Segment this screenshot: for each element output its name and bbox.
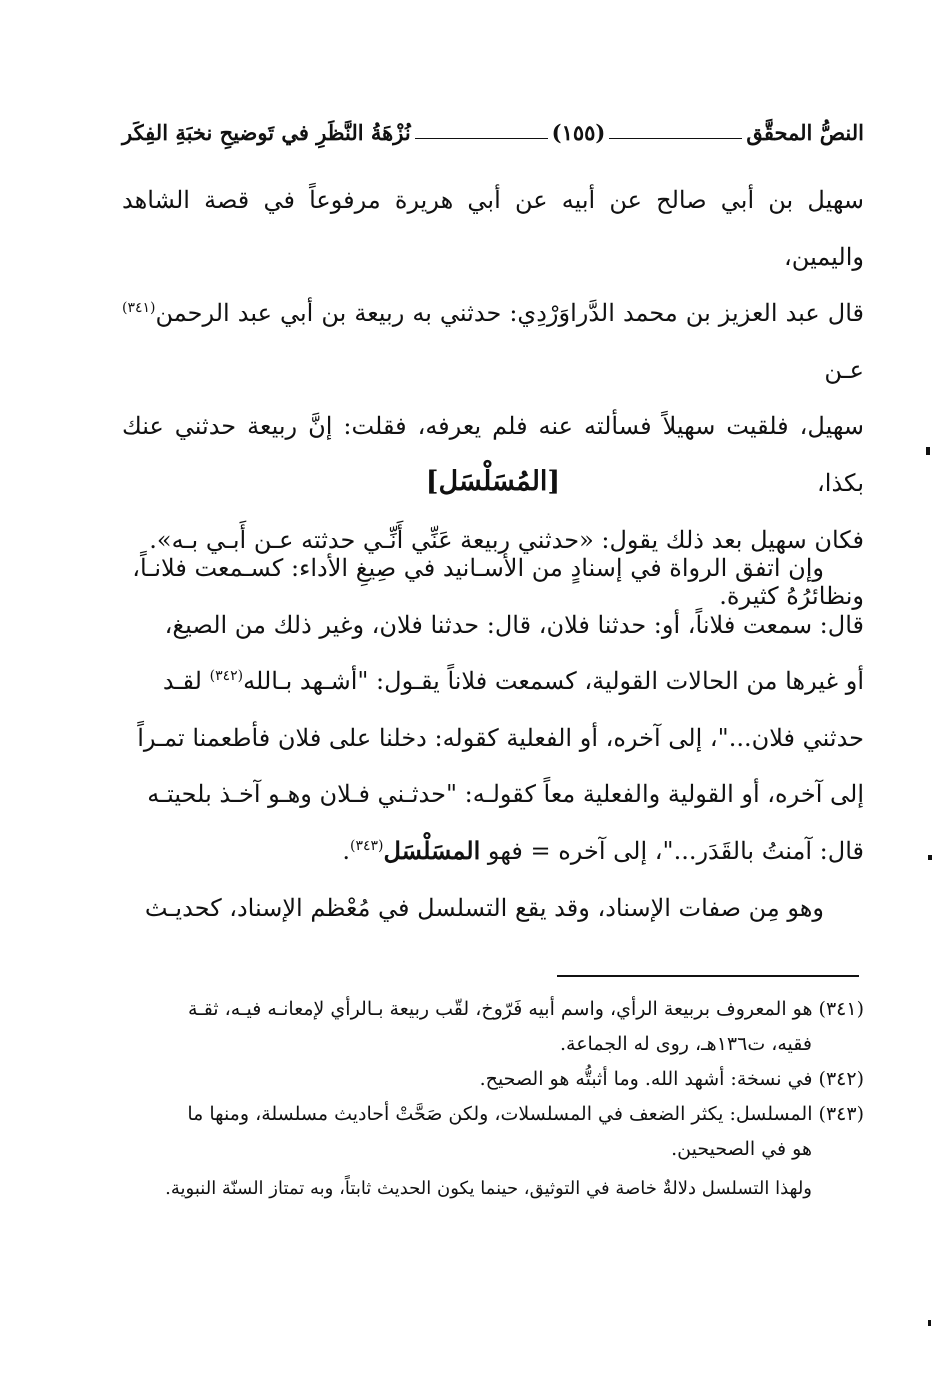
margin-mark-2 xyxy=(928,855,932,860)
paragraph-1-line-3: سهيل، فلقيت سهيلاً فسألته عنه فلم يعرفه، فقلت: إنَّ ربيعة حدثني عنك بكذا، xyxy=(122,412,864,497)
running-head-rule-right xyxy=(609,138,742,139)
footnote-341-continuation: فقيه، ت١٣٦هـ، روى له الجماعة. xyxy=(559,1033,812,1055)
footnote-342-number: (٣٤٢) xyxy=(818,1068,864,1090)
running-head-right-title: النصُّ المحقَّق xyxy=(746,119,864,145)
paragraph-3-line-1: وهو مِن صفات الإسناد، وقد يقع التسلسل في مُعْظم الإسناد، كحديـث xyxy=(144,893,824,922)
paragraph-2-line-4: حدثني فلان..."، إلى آخره، أو الفعلية كقوله: دخلنا على فلان فأطعمنا تمـراً xyxy=(137,723,864,752)
margin-mark-1 xyxy=(926,447,930,455)
paragraph-1-line-2-tail: عـن xyxy=(824,355,864,384)
footnote-343-text: المسلسل: يكثر الضعف في المسلسلات، ولكن صَحَّتْ أحاديث مسلسلة، ومنها ما xyxy=(187,1103,813,1125)
footnotes xyxy=(122,992,864,1206)
musalsal-term: المسَلْسَل xyxy=(383,835,481,865)
paragraph-1-line-1: سهيل بن أبي صالح عن أبيه عن أبي هريرة مرفوعاً في قصة الشاهد واليمين، xyxy=(122,186,864,271)
paragraph-2-line-6: قال: آمنتُ بالقَدَر..."، إلى آخره = فهو المسَلْسَل$^{(٣٤٣)}$. xyxy=(342,835,864,865)
paragraph-1-line-2 xyxy=(122,285,864,398)
footnote-341-text: هو المعروف بربيعة الرأي، واسم أبيه فَرّوخ، لقّب ربيعة بـالرأي لإمعانـه فيـه، ثقـة xyxy=(187,998,813,1020)
footnote-ref-343[interactable]: (٣٤٣) xyxy=(349,837,384,854)
running-head-left-title: نُزْهَةُ النَّظَرِ في تَوضيحِ نخبَةِ الفِكَر xyxy=(121,119,411,145)
paragraph-2-line-6-text: قال: آمنتُ بالقَدَر..."، إلى آخره = فهو xyxy=(487,836,864,865)
footnote-343-continuation: هو في الصحيحين. xyxy=(671,1138,812,1160)
paragraph-2-line-2: قال: سمعت فلاناً، أو: حدثنا فلان، قال: حدثنا فلان، وغير ذلك من الصيغ، xyxy=(164,610,864,639)
paragraph-1-line-4: فكان سهيل بعد ذلك يقول: «حدثني ربيعة عَنِّي أَنِّـي حدثته عـن أَبـي بـه». xyxy=(149,525,864,554)
margin-mark-3 xyxy=(928,1320,931,1326)
footnote-342-text: في نسخة: أشهد الله. وما أثبتُّه هو الصحيح. xyxy=(479,1068,813,1090)
footnote-341 xyxy=(122,992,864,1027)
footnote-ref-341[interactable]: (٣٤١) xyxy=(122,300,156,317)
footnote-341-number: (٣٤١) xyxy=(818,998,864,1020)
paragraph-2-line-3-tail: لقـد xyxy=(162,667,202,696)
paragraph-2-line-3 xyxy=(122,653,864,710)
paragraph-2-line-5: إلى آخره، أو القولية والفعلية معاً كقولـه: "حدثـني فـلان وهـو آخـذ بلحيتـه xyxy=(147,780,864,809)
footnote-extra-note: ولهذا التسلسل دلالةٌ خاصة في التوثيق، حينما يكون الحديث ثابتاً، وبه تمتاز السنّة النبوية. xyxy=(165,1178,812,1199)
running-head-rule-left xyxy=(415,138,548,139)
footnote-343-number: (٣٤٣) xyxy=(818,1103,864,1125)
paragraph-1-line-2-text: قال عبد العزيز بن محمد الدَّراوَرْدِي: حدثني به ربيعة بن أبي عبد الرحمن xyxy=(155,299,864,328)
paragraph-1-line-5: ونظائرُهُ كثيرة. xyxy=(719,582,864,611)
footnote-ref-342[interactable]: (٣٤٢) xyxy=(209,668,244,685)
paragraph-2-line-1: وإن اتفق الرواة في إسنادٍ من الأسـانيد في صِيغِ الأداء: كسـمعت فلانـاً، xyxy=(132,554,824,582)
footnote-separator xyxy=(557,975,859,977)
running-head xyxy=(122,112,864,152)
footnote-342 xyxy=(122,1062,864,1097)
page-number: (١٥٥) xyxy=(551,119,606,145)
paragraph-2 xyxy=(122,540,864,936)
footnote-343 xyxy=(122,1097,864,1132)
section-heading: [المُسَلْسَل] xyxy=(425,466,561,497)
paragraph-2-line-3-text: أو غيرها من الحالات القولية، كسمعت فلاناً يقـول: "أشـهد بـالله xyxy=(243,667,864,696)
